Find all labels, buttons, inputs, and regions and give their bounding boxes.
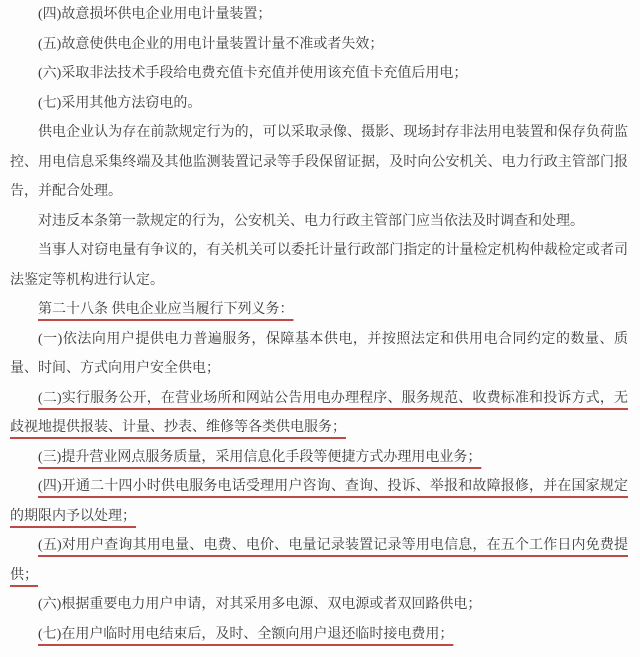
clause-paragraph: (六)根据重要电力用户申请，对其采用多电源、双电源或者双回路供电；	[38, 597, 482, 612]
clause-paragraph: 供电企业认为存在前款规定行为的，可以采取录像、摄影、现场封存非法用电装置和保存负荷监控、用电信息采集终端及其他监测装置记录等手段保留证据，及时向公安机关、电力行政主管部门报告，并配合处理。	[10, 125, 628, 199]
underlined-clause-paragraph: (三)提升营业网点服务质量，采用信息化手段等便捷方式办理用电业务；	[38, 449, 482, 465]
underlined-clause-paragraph: 第二十八条 供电企业应当履行下列义务：	[38, 302, 294, 317]
clause-paragraph: (五)故意使供电企业的用电计量装置计量不准或者失效；	[38, 36, 384, 52]
underlined-clause-paragraph: (二)实行服务公开，在营业场所和网站公告用电办理程序、服务规范、收费标准和投诉方式，无歧视地提供报装、计量、抄表、维修等各类供电服务；	[10, 390, 628, 435]
underlined-clause-paragraph: (七)在用户临时用电结束后，及时、全额向用户退还临时接电费用；	[38, 626, 454, 642]
clause-paragraph: (七)采用其他方法窃电的。	[38, 95, 202, 111]
clause-paragraph: 对违反本条第一款规定的行为，公安机关、电力行政主管部门应当依法及时调查和处理。	[38, 213, 584, 229]
clause-paragraph: (四)故意损坏供电企业用电计量装置；	[38, 7, 272, 22]
clause-paragraph: 当事人对窃电量有争议的，有关机关可以委托计量行政部门指定的计量检定机构仲裁检定或者司法鉴定等机构进行认定。	[10, 243, 628, 288]
clause-paragraph: (六)采取非法技术手段给电费充值卡充值并使用该充值卡充值后用电；	[38, 66, 468, 81]
underlined-clause-paragraph: (四)开通二十四小时供电服务电话受理用户咨询、查询、投诉、举报和故障报修，并在国家规定的期限内予以处理；	[10, 479, 628, 524]
clause-paragraph: (一)依法向用户提供电力普遍服务，保障基本供电，并按照法定和供用电合同约定的数量、质量、时间、方式向用户安全供电；	[10, 331, 628, 376]
underlined-clause-paragraph: (五)对用户查询其用电量、电费、电价、电量记录装置记录等用电信息，在五个工作日内免费提供；	[10, 538, 628, 583]
